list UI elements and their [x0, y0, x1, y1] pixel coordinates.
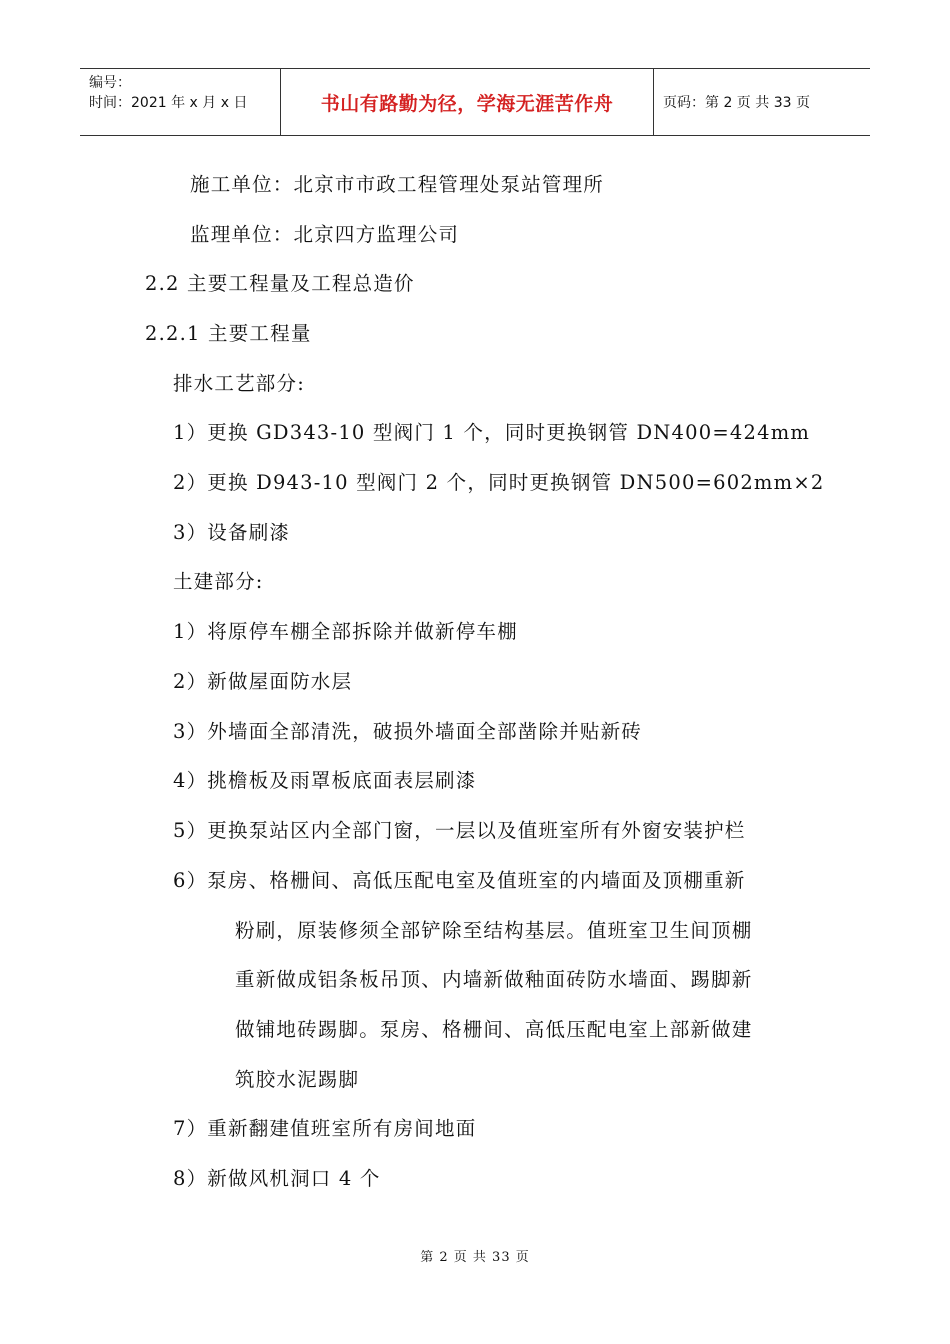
- civil-item-4: 4）挑檐板及雨罩板底面表层刷漆: [173, 769, 477, 792]
- civil-item-6-continued: 做铺地砖踢脚。泵房、格栅间、高低压配电室上部新做建: [235, 1018, 753, 1041]
- document-number-label: 编号：: [89, 75, 131, 91]
- header-motto: 书山有路勤为径，学海无涯苦作舟: [281, 69, 654, 135]
- civil-item-6-continued: 重新做成铝条板吊顶、内墙新做釉面砖防水墙面、踢脚新: [235, 968, 753, 991]
- civil-item-1: 1）将原停车棚全部拆除并做新停车棚: [173, 620, 518, 643]
- civil-item-3: 3）外墙面全部清洗，破损外墙面全部凿除并贴新砖: [173, 720, 643, 743]
- civil-item-5: 5）更换泵站区内全部门窗，一层以及值班室所有外窗安装护栏: [173, 819, 746, 842]
- header-page-info: 页码：第 2 页 共 33 页: [663, 95, 810, 111]
- civil-section-label: 土建部分:: [173, 570, 264, 593]
- document-date: 时间：2021 年 x 月 x 日: [89, 95, 248, 111]
- civil-item-2: 2）新做屋面防水层: [173, 670, 353, 693]
- drainage-item-2: 2）更换 D943-10 型阀门 2 个，同时更换钢管 DN500=602mm×2: [173, 471, 825, 494]
- section-heading-2-2: 2.2 主要工程量及工程总造价: [145, 272, 415, 295]
- header-meta: [80, 69, 281, 135]
- civil-item-6: 6）泵房、格栅间、高低压配电室及值班室的内墙面及顶棚重新: [173, 869, 746, 892]
- construction-unit-line: 施工单位：北京市市政工程管理处泵站管理所: [190, 173, 605, 196]
- section-heading-2-2-1: 2.2.1 主要工程量: [145, 322, 312, 345]
- drainage-item-1: 1）更换 GD343-10 型阀门 1 个，同时更换钢管 DN400=424mm: [173, 421, 811, 444]
- drainage-section-label: 排水工艺部分:: [173, 372, 305, 395]
- page-footer: 第 2 页 共 33 页: [420, 1250, 530, 1265]
- civil-item-6-continued: 粉刷，原装修须全部铲除至结构基层。值班室卫生间顶棚: [235, 919, 753, 942]
- supervision-unit-line: 监理单位：北京四方监理公司: [190, 223, 460, 246]
- civil-item-7: 7）重新翻建值班室所有房间地面: [173, 1117, 477, 1140]
- civil-item-6-continued: 筑胶水泥踢脚: [235, 1068, 360, 1091]
- page-header: [80, 68, 870, 136]
- drainage-item-3: 3）设备刷漆: [173, 521, 291, 544]
- civil-item-8: 8）新做风机洞口 4 个: [173, 1167, 381, 1190]
